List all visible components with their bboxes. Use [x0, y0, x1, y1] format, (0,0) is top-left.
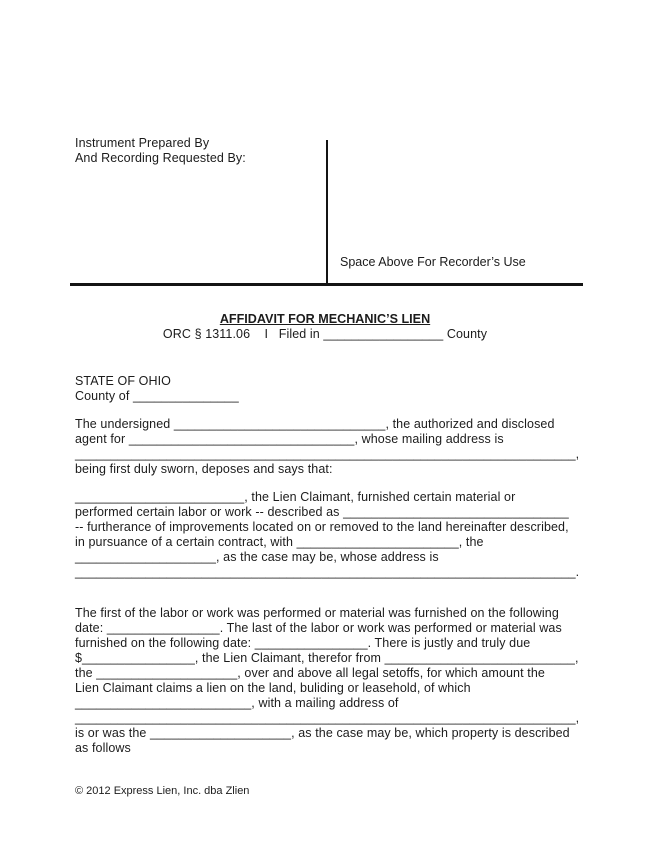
form-line: -- furtherance of improvements located on or removed to the land hereinafter described, — [75, 520, 569, 534]
recorder-use-label: Space Above For Recorder’s Use — [340, 255, 526, 269]
state-county-block — [75, 374, 581, 404]
form-line: Lien Claimant claims a lien on the land, buliding or leasehold, of which — [75, 681, 471, 695]
form-line: Instrument Prepared By — [75, 136, 210, 150]
form-line: _______________________________________________________________________, — [75, 711, 580, 725]
title-block — [0, 311, 650, 342]
form-line: furnished on the following date: ________________. There is justly and truly due — [75, 636, 531, 650]
form-line: is or was the ____________________, as the case may be, which property is described — [75, 726, 570, 740]
prepared-by-block — [75, 136, 246, 166]
document-title: AFFIDAVIT FOR MECHANIC’S LIEN — [219, 312, 431, 326]
form-line: date: ________________. The last of the labor or work was performed or material was — [75, 621, 562, 635]
recorder-space-horizontal-divider — [70, 283, 583, 286]
copyright-footer: © 2012 Express Lien, Inc. dba Zlien — [75, 785, 250, 797]
form-line: ________________________, the Lien Claimant, furnished certain material or — [75, 490, 516, 504]
form-line: agent for ________________________________, whose mailing address is — [75, 432, 504, 446]
form-line: the ____________________, over and above all legal setoffs, for which amount the — [75, 666, 545, 680]
form-line: The undersigned ______________________________, the authorized and disclosed — [75, 417, 555, 431]
form-line: _________________________, with a mailing address of — [75, 696, 399, 710]
form-line: _______________________________________________________________________. — [75, 565, 580, 579]
document-body — [75, 374, 581, 756]
form-line: in pursuance of a certain contract, with _______________________, the — [75, 535, 484, 549]
form-line: performed certain labor or work -- described as ________________________________ — [75, 505, 569, 519]
paragraph-claim — [75, 490, 581, 580]
document-subtitle: ORC § 1311.06 I Filed in _________________ County — [162, 327, 488, 341]
form-line: being first duly sworn, deposes and says that: — [75, 462, 333, 476]
paragraph-undersigned — [75, 417, 581, 477]
form-line: ____________________, as the case may be, whose address is — [75, 550, 439, 564]
form-line: The first of the labor or work was performed or material was furnished on the following — [75, 606, 559, 620]
form-line: And Recording Requested By: — [75, 151, 246, 165]
form-line: STATE OF OHIO — [75, 374, 171, 388]
form-line: _______________________________________________________________________, — [75, 447, 580, 461]
recorder-space-vertical-divider — [326, 140, 328, 285]
form-line: as follows — [75, 741, 131, 755]
paragraph-dates-amount — [75, 606, 581, 756]
form-line: County of _______________ — [75, 389, 239, 403]
form-line: $________________, the Lien Claimant, therefor from ___________________________, — [75, 651, 579, 665]
